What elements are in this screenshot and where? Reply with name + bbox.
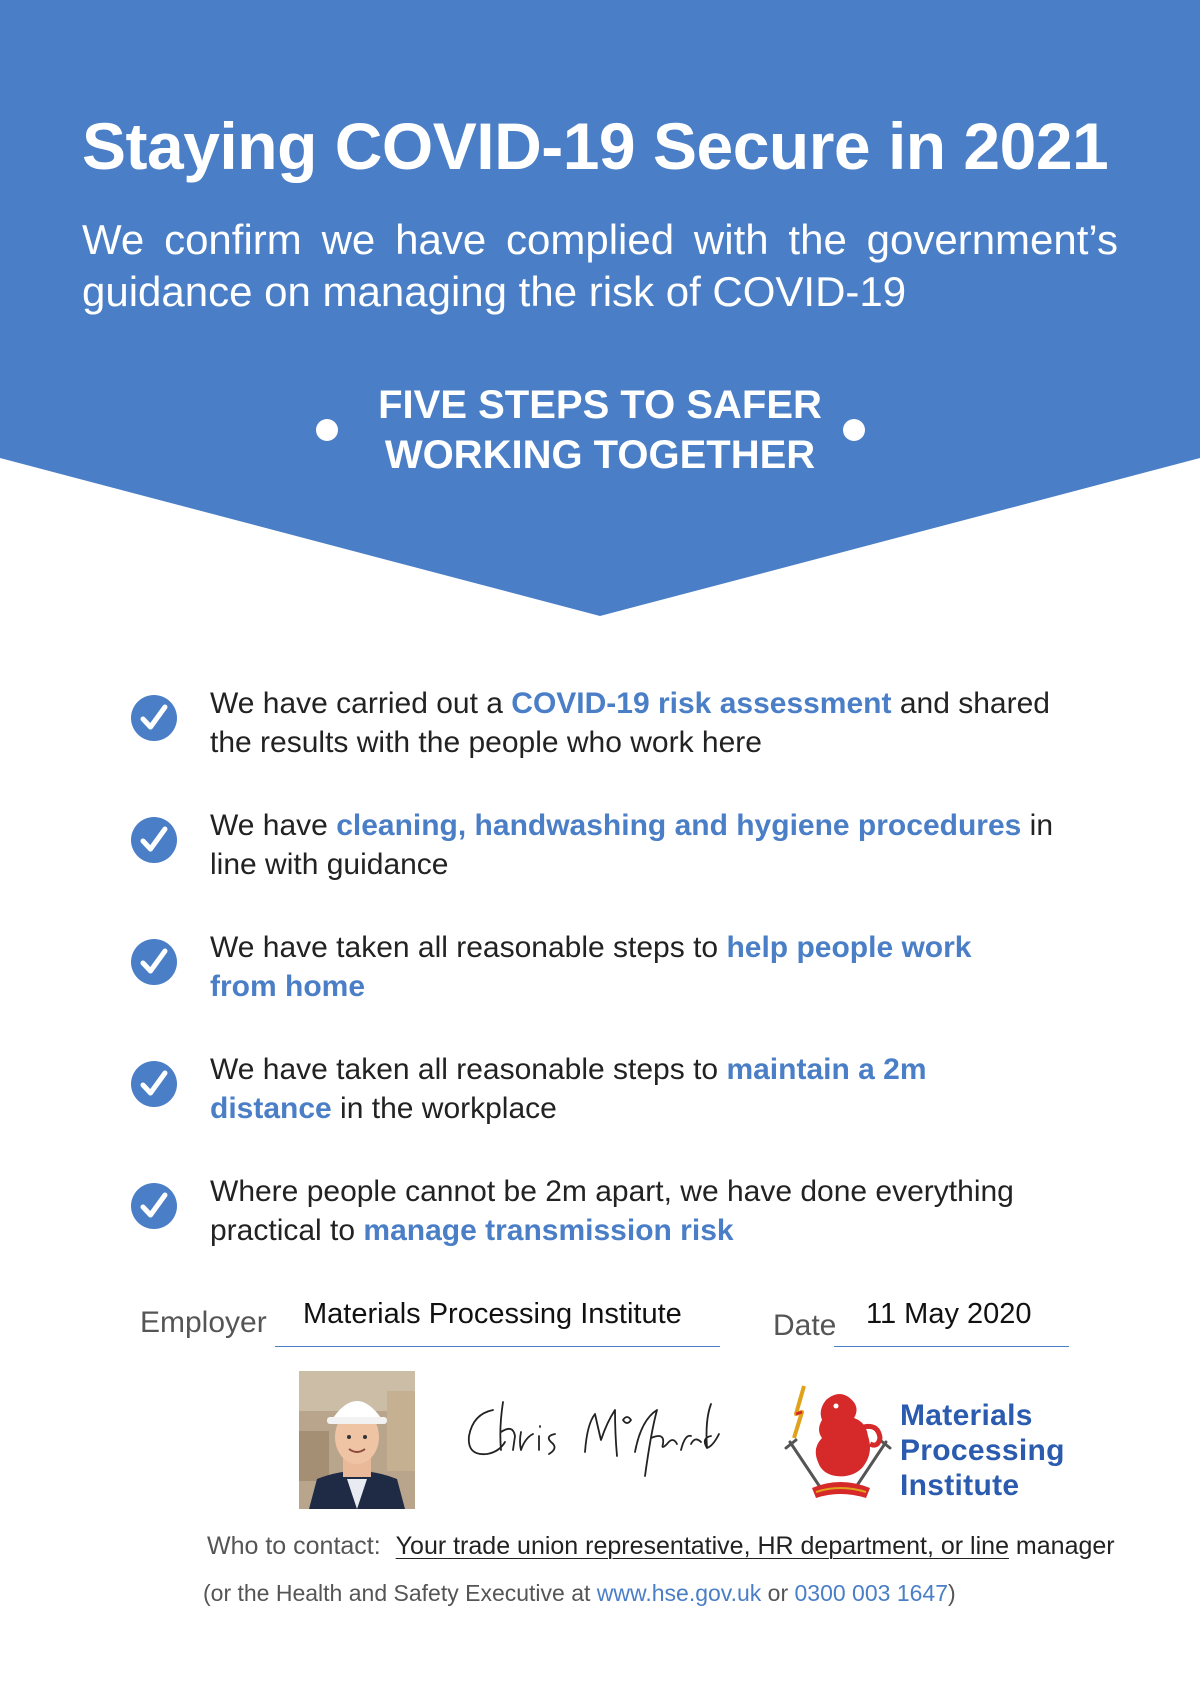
person-photo (299, 1371, 415, 1509)
check-circle-icon (130, 816, 178, 864)
hse-or: or (761, 1580, 795, 1606)
check-circle-icon (130, 1060, 178, 1108)
logo-line-2: Processing (900, 1434, 1065, 1467)
steps-heading-line-1: FIVE STEPS TO SAFER (378, 383, 822, 427)
steps-heading-line-2: WORKING TOGETHER (384, 433, 816, 477)
hse-website-link[interactable]: www.hse.gov.uk (596, 1580, 762, 1606)
step-highlight: cleaning, handwashing and hygiene procedures (336, 809, 1022, 842)
hse-suffix: ) (948, 1580, 956, 1606)
step-highlight: manage transmission risk (363, 1214, 734, 1247)
bullet-dot-icon (843, 419, 865, 441)
lion-crest-icon (782, 1378, 900, 1508)
check-circle-icon (130, 938, 178, 986)
steps-heading (300, 380, 900, 480)
date-label: Date (773, 1309, 837, 1342)
step-text: We have taken all reasonable steps to maintain a 2m distance in the workplace (210, 1053, 927, 1125)
step-highlight: maintain a 2m distance (210, 1053, 927, 1125)
contact-label: Who to contact: (207, 1532, 381, 1560)
date-value: 11 May 2020 (866, 1298, 1032, 1330)
date-underline (834, 1346, 1069, 1347)
step-text: We have cleaning, handwashing and hygiene procedures in line with guidance (210, 809, 1054, 881)
step-highlight: help people work from home (210, 931, 972, 1003)
check-circle-icon (130, 1182, 178, 1230)
hse-prefix: (or the Health and Safety Executive at (203, 1580, 597, 1606)
institute-logo-text (900, 1398, 1065, 1503)
contact-line (207, 1532, 1115, 1561)
logo-line-3: Institute (900, 1469, 1020, 1502)
contact-value: Your trade union representative, HR department, or line (395, 1532, 1009, 1560)
page-title: Staying COVID-19 Secure in 2021 (82, 109, 1109, 183)
contact-value-tail: manager (1008, 1532, 1115, 1560)
logo-line-1: Materials (900, 1399, 1033, 1432)
step-text: Where people cannot be 2m apart, we have done everything practical to manage transmission risk (210, 1175, 1014, 1247)
employer-label: Employer (140, 1306, 267, 1339)
hse-contact-line (203, 1580, 956, 1607)
step-text: We have carried out a COVID-19 risk assessment and shared the results with the people who work here (210, 687, 1050, 759)
step-highlight: COVID-19 risk assessment (511, 687, 892, 720)
page-subtitle: We confirm we have complied with the government’s guidance on managing the risk of COVID-19 (82, 216, 1118, 315)
handwritten-signature (455, 1380, 755, 1490)
hse-phone-link[interactable]: 0300 003 1647 (794, 1580, 948, 1606)
step-text: We have taken all reasonable steps to help people work from home (210, 931, 972, 1003)
employer-value: Materials Processing Institute (303, 1298, 682, 1330)
check-circle-icon (130, 694, 178, 742)
employer-underline (275, 1346, 720, 1347)
